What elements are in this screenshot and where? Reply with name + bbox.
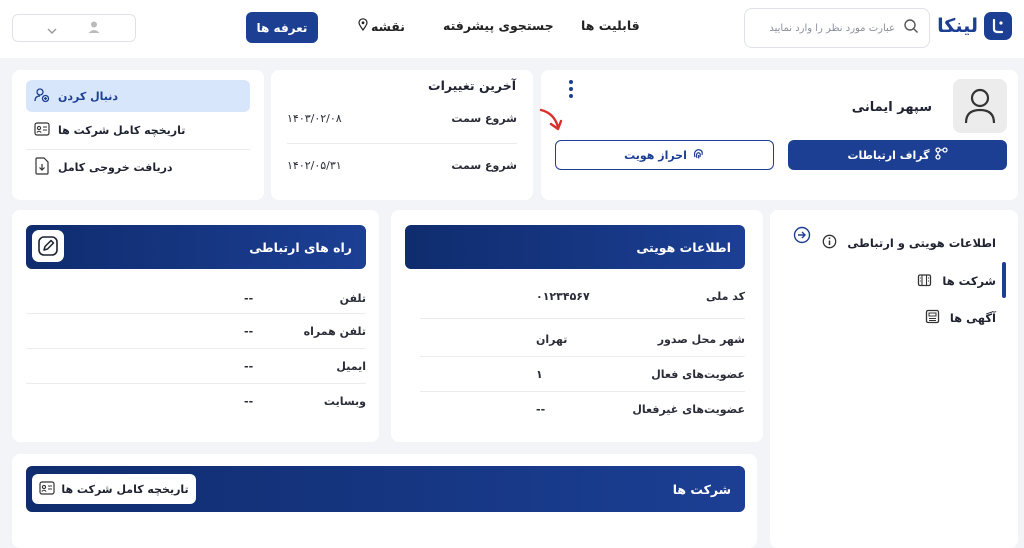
- field-label: وبسایت: [323, 394, 366, 408]
- change-date: ۱۴۰۲/۰۵/۳۱: [287, 159, 342, 172]
- authentication-button[interactable]: [555, 140, 774, 170]
- more-options-icon[interactable]: [567, 80, 575, 98]
- building-icon: [917, 272, 932, 290]
- red-arrow-icon: [538, 107, 564, 135]
- edit-button[interactable]: [32, 230, 64, 262]
- contact-row: [26, 349, 366, 383]
- nav-capabilities-label: قابلیت ها: [581, 18, 640, 33]
- contact-methods-title: راه های ارتباطی: [249, 239, 352, 255]
- identity-info-title: اطلاعات هویتی: [636, 239, 731, 255]
- authentication-label: احراز هویت: [624, 148, 687, 162]
- fingerprint-icon: [692, 147, 705, 163]
- newspaper-icon: [925, 309, 940, 327]
- file-download-icon: [34, 157, 50, 178]
- issue-city-value: تهران: [536, 333, 568, 346]
- companies-history-label: تاریخچه کامل شرکت ها: [58, 123, 186, 137]
- map-pin-icon: [358, 18, 368, 34]
- phone-value: --: [244, 292, 254, 305]
- field-label: تلفن: [339, 292, 366, 305]
- divider: [26, 149, 250, 150]
- inactive-memberships-value: --: [536, 402, 546, 416]
- latest-changes-title: آخرین تغییرات: [428, 78, 516, 93]
- logo[interactable]: [937, 12, 1012, 40]
- companies-history-button[interactable]: [26, 114, 250, 146]
- avatar: [953, 79, 1007, 133]
- nav-advanced-search[interactable]: [443, 18, 554, 33]
- field-label: کد ملی: [705, 290, 745, 303]
- edit-icon: [37, 235, 59, 257]
- mobile-value: --: [244, 324, 254, 338]
- sidebar-item-label: شرکت ها: [942, 274, 996, 288]
- website-value: --: [244, 394, 254, 408]
- national-code-value: ۰۱۲۳۴۵۶۷: [536, 290, 590, 303]
- search-icon[interactable]: [903, 18, 919, 38]
- email-value: --: [244, 359, 254, 373]
- profile-card: [541, 70, 1018, 200]
- nav-map[interactable]: [358, 18, 405, 34]
- sidebar-item-companies[interactable]: [917, 272, 996, 290]
- change-row: [287, 112, 517, 125]
- divider: [420, 318, 745, 319]
- chevron-down-icon: [47, 19, 57, 38]
- contact-row: [26, 284, 366, 313]
- id-card-icon: [34, 122, 50, 139]
- contact-row: [26, 384, 366, 418]
- contact-rows: [26, 284, 366, 418]
- follow-label: دنبال کردن: [58, 89, 119, 103]
- sidebar-item-label: آگهی ها: [949, 311, 996, 325]
- field-label: عضویت‌های غیرفعال: [632, 402, 745, 416]
- identity-info-header: [405, 225, 745, 269]
- change-row: [287, 159, 517, 172]
- collapse-arrow-icon[interactable]: [793, 226, 811, 248]
- change-label: شروع سمت: [451, 112, 517, 125]
- person-name: سپهر ایمانی: [851, 100, 932, 115]
- avatar-person-icon: [963, 87, 997, 125]
- relations-graph-label: گراف ارتباطات: [847, 148, 930, 162]
- identity-row: [420, 323, 745, 356]
- contact-row: [26, 314, 366, 348]
- user-follow-icon: [34, 87, 50, 106]
- info-icon: [822, 234, 837, 252]
- identity-row: [420, 392, 745, 426]
- relations-graph-button[interactable]: [788, 140, 1007, 170]
- user-menu[interactable]: [12, 14, 136, 42]
- active-indicator: [1002, 262, 1006, 298]
- user-icon: [87, 19, 101, 38]
- export-label: دریافت خروجی کامل: [58, 160, 173, 174]
- sidebar-item-label: اطلاعات هویتی و ارتباطی: [847, 236, 996, 250]
- divider: [287, 143, 517, 144]
- export-button[interactable]: [26, 151, 250, 183]
- nav-map-label: نقشه: [371, 18, 405, 34]
- identity-row: [420, 290, 745, 318]
- field-label: شهر محل صدور: [657, 333, 745, 346]
- tariffs-button[interactable]: تعرفه ها: [246, 12, 318, 43]
- companies-full-history-label: تاریخچه کامل شرکت ها: [61, 482, 189, 496]
- nav-capabilities[interactable]: [581, 18, 640, 33]
- sidebar-item-identity[interactable]: [822, 234, 996, 252]
- identity-rows: [420, 290, 745, 426]
- contact-methods-header: [26, 225, 366, 269]
- id-card-icon: [39, 481, 55, 498]
- search-box[interactable]: [744, 8, 930, 48]
- nav-advanced-search-label: جستجوی پیشرفته: [443, 18, 554, 33]
- logo-text: لینکا: [937, 15, 978, 37]
- change-date: ۱۴۰۳/۰۲/۰۸: [287, 112, 342, 125]
- active-memberships-value: ۱: [536, 367, 543, 381]
- companies-full-history-button[interactable]: [32, 474, 196, 504]
- logo-mark-icon: [984, 12, 1012, 40]
- field-label: ایمیل: [336, 359, 366, 373]
- identity-row: [420, 357, 745, 391]
- follow-button[interactable]: [26, 80, 250, 112]
- companies-title: شرکت ها: [672, 481, 731, 497]
- graph-icon: [935, 147, 948, 163]
- change-label: شروع سمت: [451, 159, 517, 172]
- field-label: تلفن همراه: [303, 324, 366, 338]
- field-label: عضویت‌های فعال: [651, 367, 745, 381]
- search-input[interactable]: [755, 23, 895, 34]
- sidebar-item-ads[interactable]: [925, 309, 996, 327]
- section-sidebar: [770, 210, 1018, 548]
